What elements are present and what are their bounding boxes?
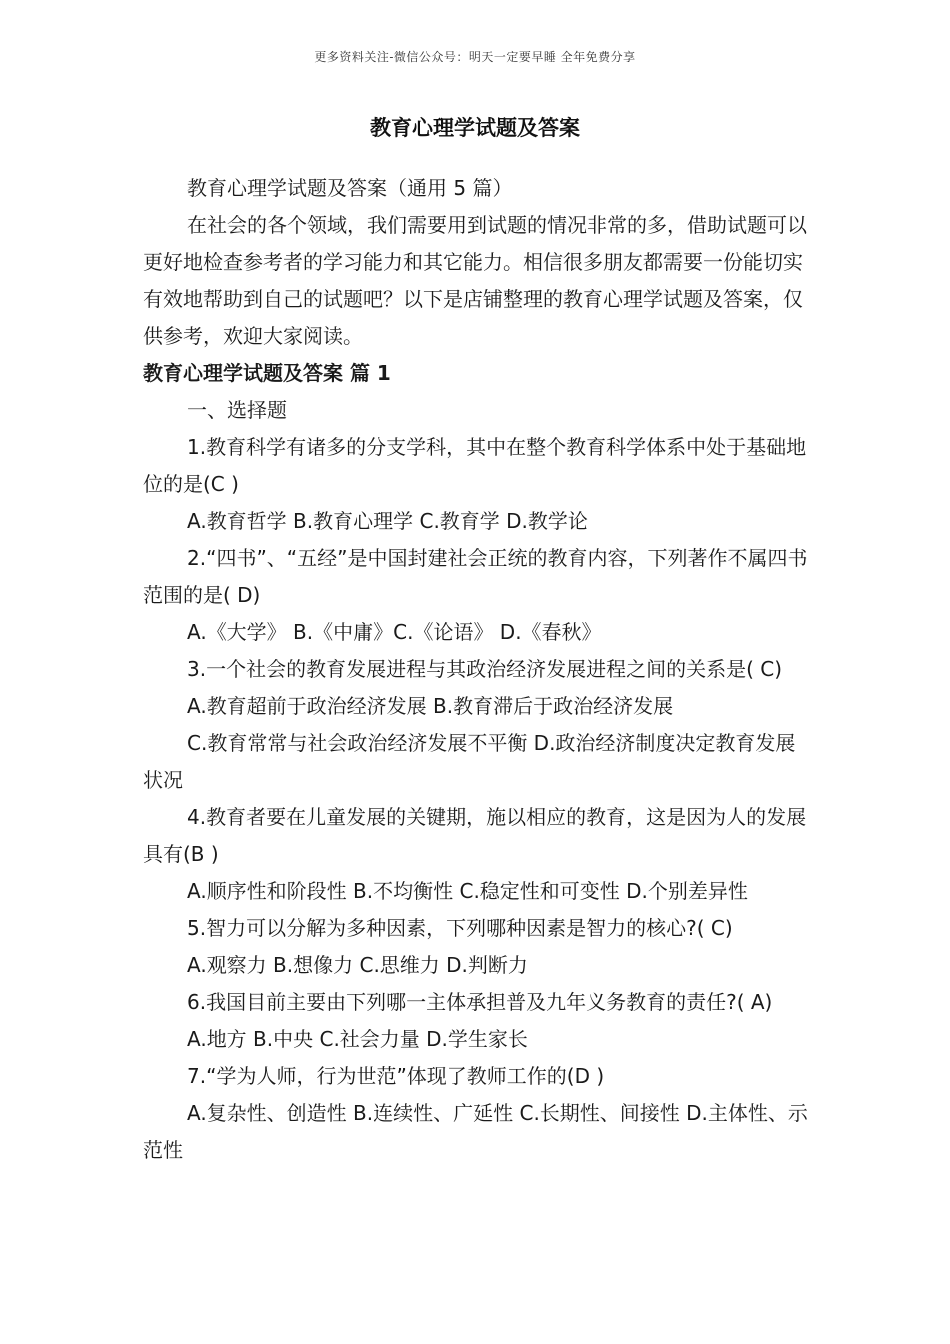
paragraph: A.教育超前于政治经济发展 B.教育滞后于政治经济发展 [187,694,674,718]
paragraph: 6.我国目前主要由下列哪一主体承担普及九年义务教育的责任?( A) [187,990,773,1014]
paragraph: A.《大学》 B.《中庸》C.《论语》 D.《春秋》 [187,620,602,644]
paragraph: 2.“四书”、“五经”是中国封建社会正统的教育内容，下列著作不属四书范围的是( D) [143,546,808,607]
header-note: 更多资料关注-微信公众号：明天一定要早睡 全年免费分享 [314,50,636,64]
paragraph: A.复杂性、创造性 B.连续性、广延性 C.长期性、间接性 D.主体性、示范性 [143,1101,808,1162]
paragraph: A.地方 B.中央 C.社会力量 D.学生家长 [187,1027,528,1051]
paragraph: 一、选择题 [187,398,287,422]
paragraph: A.观察力 B.想像力 C.思维力 D.判断力 [187,953,528,977]
paragraph: 1.教育科学有诸多的分支学科，其中在整个教育科学体系中处于基础地位的是(C ) [143,435,807,496]
section-heading: 教育心理学试题及答案 篇 1 [143,361,391,385]
paragraph: 4.教育者要在儿童发展的关键期，施以相应的教育，这是因为人的发展具有(B ) [143,805,807,866]
paragraph: A.教育哲学 B.教育心理学 C.教育学 D.教学论 [187,509,588,533]
paragraph: 教育心理学试题及答案（通用 5 篇） [187,176,513,200]
paragraph: C.教育常常与社会政治经济发展不平衡 D.政治经济制度决定教育发展状况 [143,731,796,792]
document-body [143,170,811,1169]
paragraph: A.顺序性和阶段性 B.不均衡性 C.稳定性和可变性 D.个别差异性 [187,879,748,903]
paragraph: 3.一个社会的教育发展进程与其政治经济发展进程之间的关系是( C) [187,657,783,681]
paragraph: 在社会的各个领域，我们需要用到试题的情况非常的多，借助试题可以更好地检查参考者的学习能力和其它能力。相信很多朋友都需要一份能切实有效地帮助到自己的试题吧？以下是店铺整理的教育心理学试题及答案，仅供参考，欢迎大家阅读。 [143,213,807,348]
paragraph: 7.“学为人师，行为世范”体现了教师工作的(D ) [187,1064,605,1088]
document-title: 教育心理学试题及答案 [370,116,580,140]
paragraph: 5.智力可以分解为多种因素，下列哪种因素是智力的核心?( C) [187,916,733,940]
